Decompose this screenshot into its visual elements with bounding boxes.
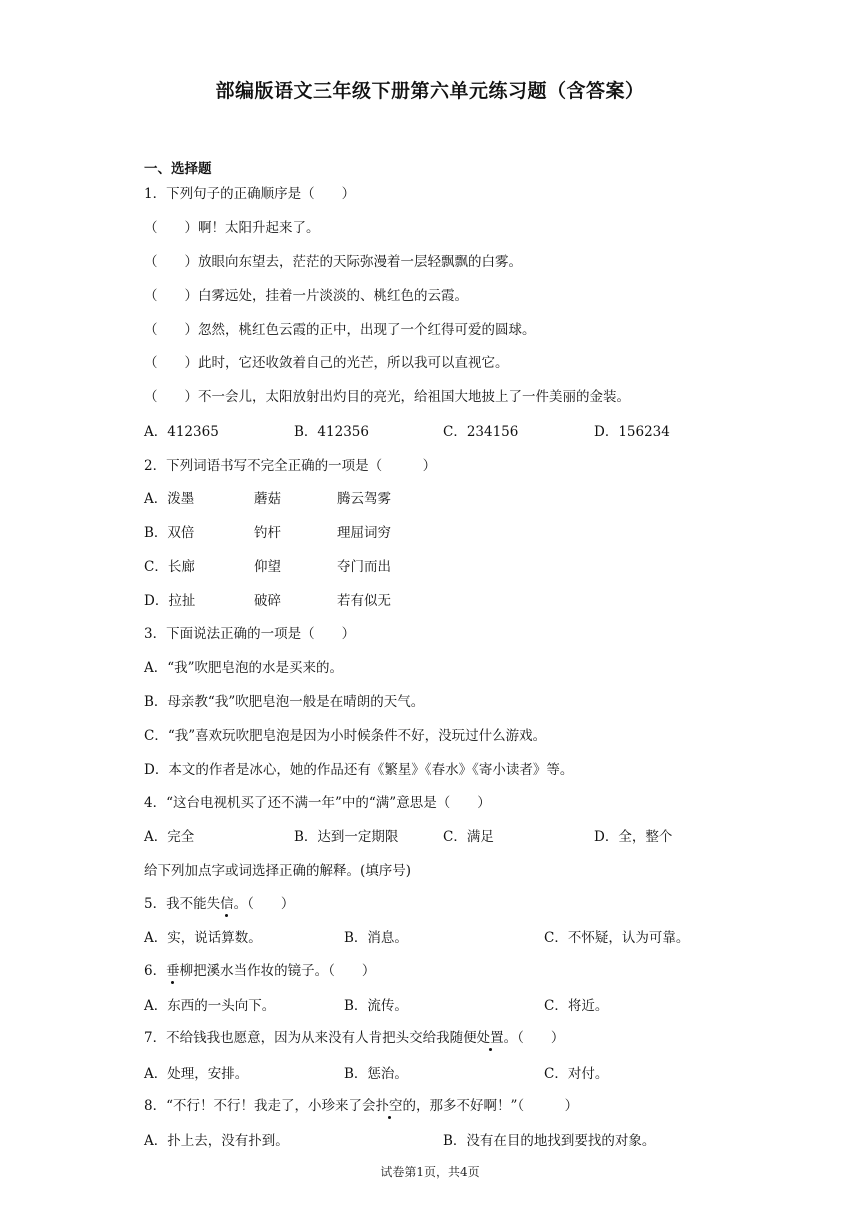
question-5-option-a: A．实，说话算数。 xyxy=(144,930,262,946)
page-footer: 试卷第1页，共4页 xyxy=(380,1165,480,1179)
question-4-option-a: A．完全 xyxy=(144,829,195,845)
question-8-text-before: “不行！不行！我走了，小珍来了会 xyxy=(166,1098,376,1114)
question-1-stem: 1．下列句子的正确顺序是（ ） xyxy=(144,186,356,202)
question-4-option-d: D．全，整个 xyxy=(594,829,673,845)
question-2-option-d-word-2: 破碎 xyxy=(254,593,281,609)
question-2-option-d-word-1: D．拉扯 xyxy=(144,593,196,609)
question-3-option-d: D．本文的作者是冰心，她的作品还有《繁星》《春水》《寄小读者》等。 xyxy=(144,762,574,778)
question-5-text-before: 我不能失 xyxy=(166,896,221,912)
question-6-text-after: 柳把溪水当作妆的镜子。（ ） xyxy=(179,963,376,979)
question-8-stem xyxy=(144,1096,578,1116)
question-4-option-b: B．达到一定期限 xyxy=(294,829,399,845)
question-1-sentence: （ ）不一会儿，太阳放射出灼目的亮光，给祖国大地披上了一件美丽的金装。 xyxy=(144,389,630,405)
question-8-option-b: B．没有在目的地找到要找的对象。 xyxy=(443,1133,656,1149)
question-2-option-a-word-3: 腾云驾雾 xyxy=(337,491,391,507)
question-8-dotted-word: 扑空 xyxy=(375,1098,403,1114)
question-4-stem: 4．“这台电视机买了还不满一年”中的“满”意思是（ ） xyxy=(144,795,491,811)
question-6-option-b: B．流传。 xyxy=(344,998,408,1014)
question-2-option-a-word-1: A．泼墨 xyxy=(144,491,195,507)
question-7-option-b: B．惩治。 xyxy=(344,1066,408,1082)
question-1-sentence: （ ）白雾远处，挂着一片淡淡的、桃红色的云霞。 xyxy=(144,288,468,304)
question-2-stem: 2．下列词语书写不完全正确的一项是（ ） xyxy=(144,458,437,474)
page-title: 部编版语文三年级下册第六单元练习题（含答案） xyxy=(215,80,645,102)
question-5-text-after: 。（ ） xyxy=(233,896,295,912)
section-heading: 一、选择题 xyxy=(144,161,212,177)
question-8-option-a: A．扑上去，没有扑到。 xyxy=(144,1133,289,1149)
question-6-stem xyxy=(144,961,375,981)
question-1-sentence: （ ）啊！太阳升起来了。 xyxy=(144,220,320,236)
question-8-text-after: 的，那多不好啊！”（ ） xyxy=(402,1098,579,1114)
question-3-option-b: B．母亲教“我”吹肥皂泡一般是在晴朗的天气。 xyxy=(144,694,425,710)
question-7-dotted-word: 处置 xyxy=(476,1030,504,1046)
question-7-text-before: 不给钱我也愿意，因为从来没有人肯把头交给我随便 xyxy=(166,1030,477,1046)
question-7-number: 7． xyxy=(144,1030,167,1046)
question-6-dotted-word: 垂 xyxy=(166,963,180,979)
question-2-option-b-word-3: 理屈词穷 xyxy=(337,525,391,541)
question-2-option-c-word-3: 夺门而出 xyxy=(337,559,391,575)
question-1-option-d: D．156234 xyxy=(594,424,670,440)
question-8-number: 8． xyxy=(144,1098,167,1114)
question-2-option-c-word-2: 仰望 xyxy=(254,559,281,575)
question-1-sentence: （ ）忽然，桃红色云霞的正中，出现了一个红得可爱的圆球。 xyxy=(144,322,536,338)
question-1-option-c: C．234156 xyxy=(443,424,519,440)
question-3-option-a: A．“我”吹肥皂泡的水是买来的。 xyxy=(144,660,344,676)
question-7-option-c: C．对付。 xyxy=(544,1066,609,1082)
question-1-sentence: （ ）放眼向东望去，茫茫的天际弥漫着一层轻飘飘的白雾。 xyxy=(144,254,522,270)
question-5-stem xyxy=(144,894,294,914)
question-2-option-b-word-1: B．双倍 xyxy=(144,525,195,541)
question-1-option-a: A．412365 xyxy=(144,424,219,440)
question-6-number: 6． xyxy=(144,963,167,979)
question-3-stem: 3．下面说法正确的一项是（ ） xyxy=(144,626,356,642)
question-7-stem xyxy=(144,1028,564,1048)
question-7-text-after: 。（ ） xyxy=(503,1030,565,1046)
instruction-text: 给下列加点字或词选择正确的解释。(填序号) xyxy=(144,863,412,879)
question-5-option-c: C．不怀疑，认为可靠。 xyxy=(544,930,690,946)
question-6-option-c: C．将近。 xyxy=(544,998,609,1014)
question-6-option-a: A．东西的一头向下。 xyxy=(144,998,276,1014)
question-2-option-a-word-2: 蘑菇 xyxy=(254,491,281,507)
question-1-sentence: （ ）此时，它还收敛着自己的光芒，所以我可以直视它。 xyxy=(144,355,509,371)
question-5-option-b: B．消息。 xyxy=(344,930,408,946)
question-5-number: 5． xyxy=(144,896,167,912)
question-4-option-c: C．满足 xyxy=(443,829,494,845)
question-2-option-b-word-2: 钓杆 xyxy=(254,525,281,541)
question-7-option-a: A．处理，安排。 xyxy=(144,1066,249,1082)
question-1-option-b: B．412356 xyxy=(294,424,369,440)
question-3-option-c: C．“我”喜欢玩吹肥皂泡是因为小时候条件不好，没玩过什么游戏。 xyxy=(144,728,547,744)
question-2-option-c-word-1: C．长廊 xyxy=(144,559,195,575)
question-5-dotted-word: 信 xyxy=(220,896,234,912)
question-2-option-d-word-3: 若有似无 xyxy=(337,593,391,609)
